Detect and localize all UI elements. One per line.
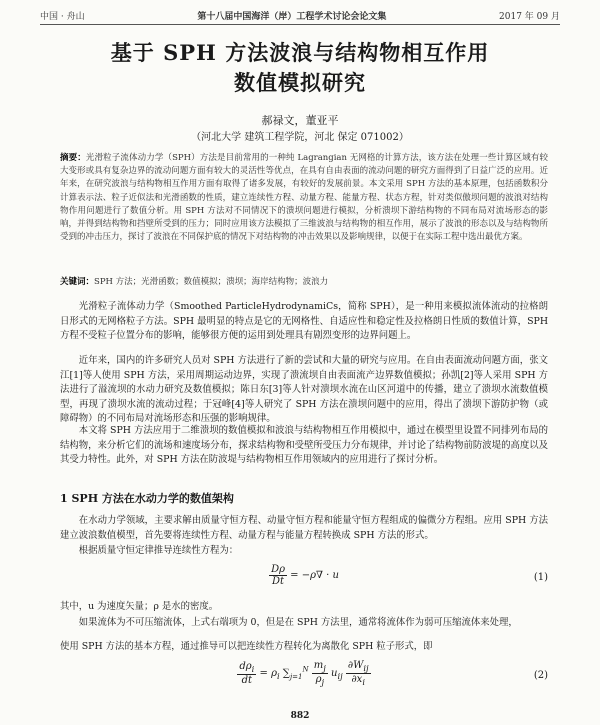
affiliation: （河北大学 建筑工程学院，河北 保定 071002）	[191, 132, 409, 143]
title-line-1: 基于 SPH 方法波浪与结构物相互作用	[110, 40, 490, 65]
keywords-label: 关键词：	[60, 277, 95, 287]
equation-1-number: (1)	[533, 572, 548, 583]
abstract	[60, 152, 548, 244]
keywords	[60, 276, 548, 289]
paragraph-compressibility: 如果流体为不可压缩流体，上式右端项为 0，但是在 SPH 方法里，通常将流体作为弱可压缩流体来处理，	[78, 617, 518, 628]
equation-2-formula: $\frac{d\rho_i}{dt}$ = $\rho_i$ $\sum_{j=1}^N$ $\frac{m_j}{\rho_j}$ $u_{ij}$ $\frac{\partial W_{ij}}{\partial x_i}$	[239, 660, 369, 687]
running-header	[40, 6, 560, 25]
header-date: 2017 年 09 月	[499, 12, 560, 22]
paragraph-governing-equations: 在水动力学领域，主要求解由质量守恒方程、动量守恒方程和能量守恒方程组成的偏微分方程组。应用 SPH 方法建立波浪数值模型，首先要将连续性方程、动量方程与能量方程转换成 SPH 方法的形式。	[60, 515, 548, 541]
abstract-text: 光滑粒子流体动力学（SPH）方法是目前常用的一种纯 Lagrangian 无网格的计算方法，该方法在处理一些计算区域有较大变形或具有复杂边界的流动问题方面有较大的灵活性等优点，在具有自由表面的流动问题的研究方面得到了日益广泛的应用。近年来，在研究波浪与结构物相互作用方面有取得了诸多发展，有较好的发展前景。本文采用 SPH 方法的基本原理，包括函数积分计算表示法、粒子近似法和光滑函数的性质，建立连续性方程、动量方程、能量方程、状态方程，针对类似傲坝问题的波浪对结构物作用问题进行了数值分析。用 SPH 方法对不同情况下的溃坝问题进行模拟，分析溃坝下游结构物的不同布局对流场形态的影响，并得到结构物和挡壁所受到的压力；同时应用该方法模拟了三维波浪与结构物的相互作用，展示了波浪的形态以及与结构物所受到的冲击压力，探讨了波浪在不同保护底的情况下对结构物的冲击效果以及影响规律，以便于在实际工程中选出最优方案。	[60, 153, 548, 243]
paragraph-continuity-intro: 根据质量守恒定律推导连续性方程为：	[78, 545, 239, 556]
equation-1	[60, 564, 548, 594]
header-location: 中国 · 舟山	[40, 12, 85, 22]
equation-2	[60, 660, 548, 692]
authors: 郝禄文，董亚平	[261, 114, 339, 127]
title-line-2: 数值模拟研究	[234, 70, 366, 95]
keywords-text: SPH 方法；光滑函数；数值模拟；溃坝；海岸结构物；波浪力	[94, 277, 329, 287]
header-proceedings: 第十八届中国海洋（岸）工程学术讨论会论文集	[197, 12, 387, 22]
paper-title	[40, 38, 560, 98]
equation-1-formula: $\frac{D\rho}{Dt}$ = −ρ∇ · u	[271, 564, 339, 587]
equation-2-number: (2)	[533, 670, 548, 681]
paragraph-intro: 光滑粒子流体动力学（Smoothed ParticleHydrodynamiCs，简称 SPH），是一种用来模拟流体流动的拉格朗日形式的无网格粒子方法。SPH 最明显的特点是它的无网格性、自适应性和稳定性及拉格朗日性质的数值计算，SPH 方程不受粒子位置分布的影响，能够很方便的运用到处理具有剧烈变形的边界问题上。	[60, 301, 548, 342]
paragraph-literature: 近年来，国内的许多研究人员对 SPH 方法进行了新的尝试和大量的研究与应用。在自由表面流动问题方面，张文江[1]等人使用 SPH 方法，采用周期运动边界，实现了溃流坝自由表面流产边界数值模拟；孙凯[2]等人采用 SPH 方法进行了溢流坝的水动力研究及数值模拟；陈日东[3]等人针对溃坝水流在山区河道中的传播，建立了溃坝水流数值模型，再现了溃坝水流的流动过程；于冠峰[4]等人研究了 SPH 方法在溃坝问题中的应用，得出了溃坝下游防护物（或障碍物）的不同布局对流场形态和压强的影响规律。	[60, 355, 548, 425]
paragraph-discretization: 使用 SPH 方法的基本方程，通过推导可以把连续性方程转化为离散化 SPH 粒子形式，即	[60, 641, 433, 652]
paragraph-variables: 其中，u 为速度矢量；ρ 是水的密度。	[60, 601, 219, 612]
page-number: 882	[290, 711, 310, 721]
paragraph-scope: 本文将 SPH 方法应用于二维溃坝的数值模拟和波浪与结构物相互作用模拟中，通过在模型里设置不同排列布局的结构物，来分析它们的流场和速度场分布，探求结构物和受壁所受压力分布规律，并讨论了结构物前防波堤的高度以及其受力特性。此外，对 SPH 方法在防波堤与结构物相互作用领域内的应用进行了探讨分析。	[60, 425, 548, 466]
section-heading-1: 1 SPH 方法在水动力学的数值架构	[60, 492, 234, 505]
abstract-label: 摘要：	[60, 153, 86, 163]
